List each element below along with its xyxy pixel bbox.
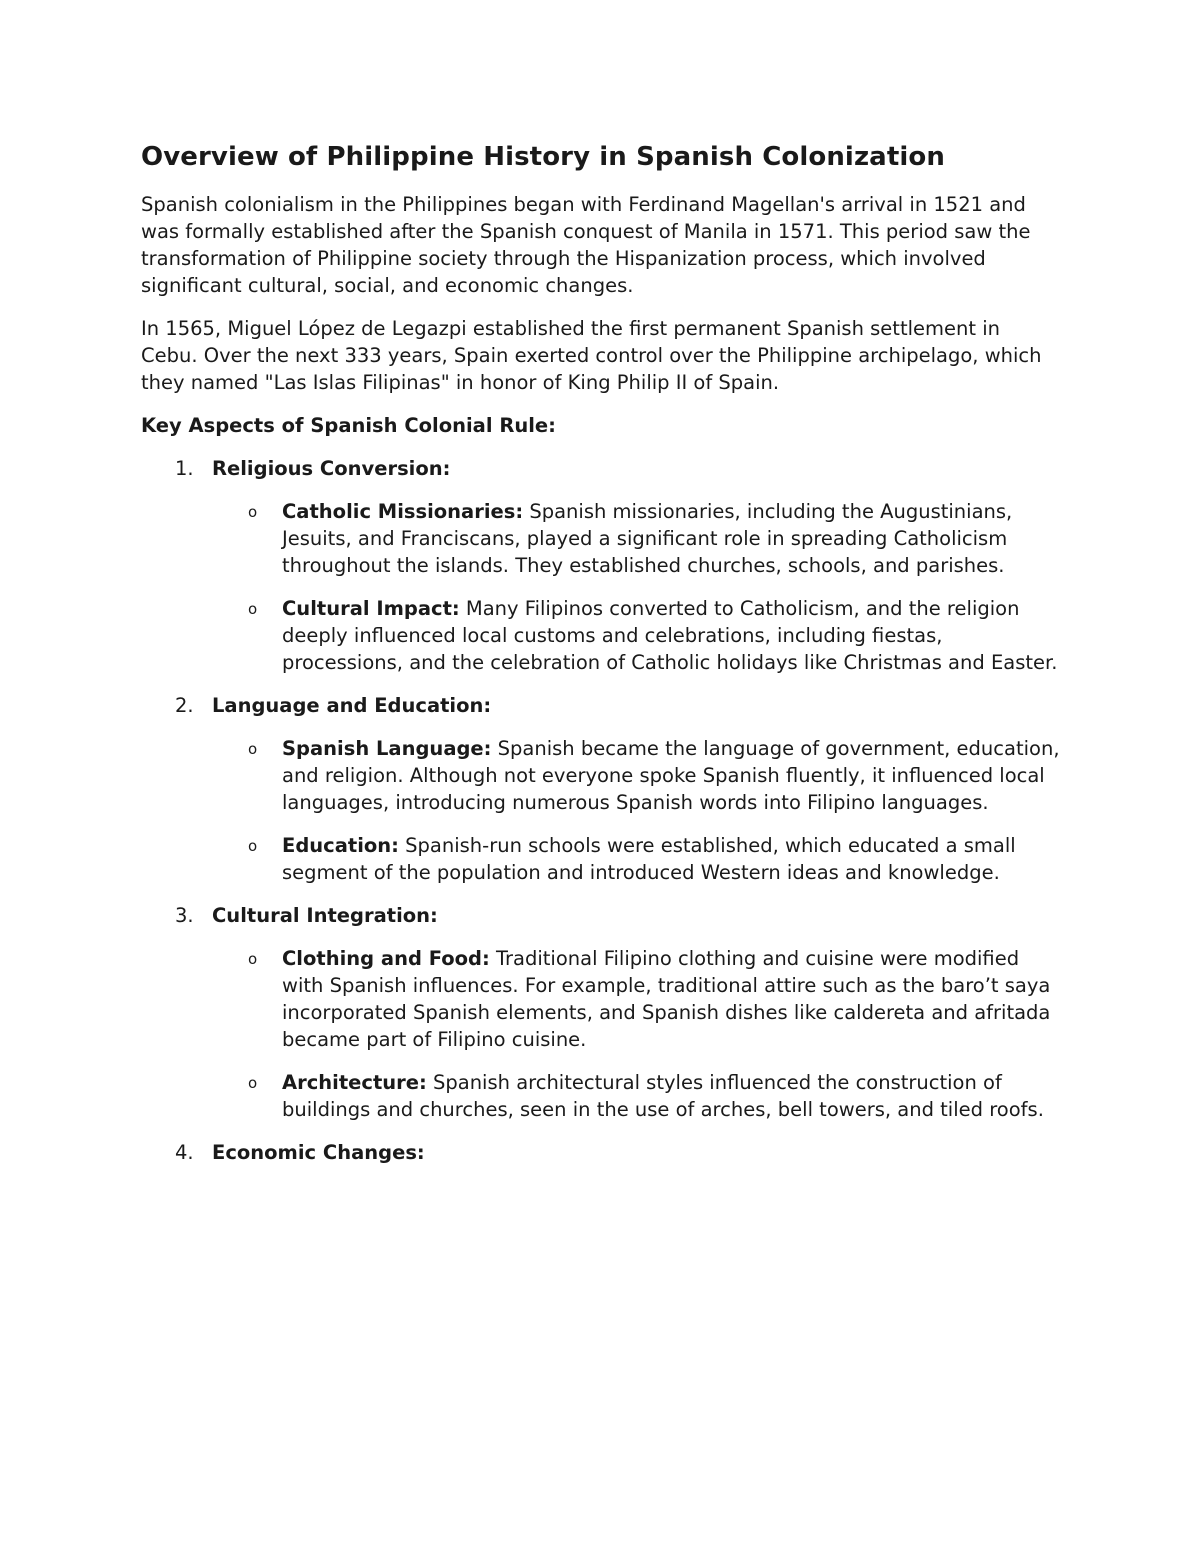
aspect-item <box>141 455 1061 676</box>
sub-item-term: Clothing and Food: <box>282 947 490 970</box>
sub-item <box>141 595 1061 676</box>
aspect-number: 2. <box>175 694 194 717</box>
sub-item-term: Spanish Language: <box>282 737 492 760</box>
aspect-item <box>141 1139 1061 1166</box>
document-title: Overview of Philippine History in Spanish Colonization <box>141 142 945 172</box>
sub-item-text: Many Filipinos converted to Catholicism, and the religion deeply influenced local customs and celebrations, including fiestas, processions, and the celebration of Catholic holidays like Christmas and Easter. <box>282 597 1058 674</box>
aspect-title-text: Cultural Integration: <box>212 904 438 927</box>
sub-item <box>141 498 1061 579</box>
circle-bullet-icon: o <box>248 740 258 758</box>
aspect-number: 3. <box>175 904 194 927</box>
circle-bullet-icon: o <box>248 1074 258 1092</box>
sub-item <box>141 1069 1061 1123</box>
aspect-title-text: Language and Education: <box>212 694 492 717</box>
sub-item-term: Architecture: <box>282 1071 427 1094</box>
circle-bullet-icon: o <box>248 950 258 968</box>
aspect-item <box>141 902 1061 1123</box>
sub-item-text: Spanish architectural styles influenced the construction of buildings and churches, seen in the use of arches, bell towers, and tiled roofs. <box>282 1071 1044 1121</box>
sub-item-term: Education: <box>282 834 399 857</box>
sub-item <box>141 832 1061 886</box>
sub-item-text: Spanish-run schools were established, which educated a small segment of the population and introduced Western ideas and knowledge. <box>282 834 1016 884</box>
circle-bullet-icon: o <box>248 837 258 855</box>
circle-bullet-icon: o <box>248 600 258 618</box>
aspect-item <box>141 692 1061 886</box>
sub-list <box>141 945 1061 1123</box>
sub-item <box>141 735 1061 816</box>
aspect-title-text: Economic Changes: <box>212 1141 425 1164</box>
sub-item-text: Spanish became the language of government, education, and religion. Although not everyone spoke Spanish fluently, it influenced local languages, introducing numerous Spanish words into Filipino languages. <box>282 737 1060 814</box>
aspect-number: 1. <box>175 457 194 480</box>
sub-item-text: Spanish missionaries, including the Augustinians, Jesuits, and Franciscans, played a significant role in spreading Catholicism throughout the islands. They established churches, schools, and parishes. <box>282 500 1013 577</box>
intro-paragraph: Spanish colonialism in the Philippines began with Ferdinand Magellan's arrival in 1521 and was formally established after the Spanish conquest of Manila in 1571. This period saw the transformation of Philippine society through the Hispanization process, which involved significant cultural, social, and economic changes. <box>141 193 1031 297</box>
document-page <box>141 140 1061 1182</box>
aspect-title <box>141 455 1061 482</box>
aspects-list <box>141 455 1061 1166</box>
sub-item-text: Traditional Filipino clothing and cuisine were modified with Spanish influences. For example, traditional attire such as the baro’t saya incorporated Spanish elements, and Spanish dishes like caldereta and afritada became part of Filipino cuisine. <box>282 947 1051 1051</box>
aspect-title <box>141 1139 1061 1166</box>
aspect-title <box>141 902 1061 929</box>
section-heading: Key Aspects of Spanish Colonial Rule: <box>141 414 556 437</box>
aspect-number: 4. <box>175 1141 194 1164</box>
aspect-title-text: Religious Conversion: <box>212 457 451 480</box>
legazpi-paragraph: In 1565, Miguel López de Legazpi established the first permanent Spanish settlement in Cebu. Over the next 333 years, Spain exerted control over the Philippine archipelago, which they named "Las Islas Filipinas" in honor of King Philip II of Spain. <box>141 317 1042 394</box>
sub-list <box>141 498 1061 676</box>
sub-item <box>141 945 1061 1053</box>
aspect-title <box>141 692 1061 719</box>
sub-item-term: Cultural Impact: <box>282 597 460 620</box>
circle-bullet-icon: o <box>248 503 258 521</box>
sub-item-term: Catholic Missionaries: <box>282 500 524 523</box>
sub-list <box>141 735 1061 886</box>
